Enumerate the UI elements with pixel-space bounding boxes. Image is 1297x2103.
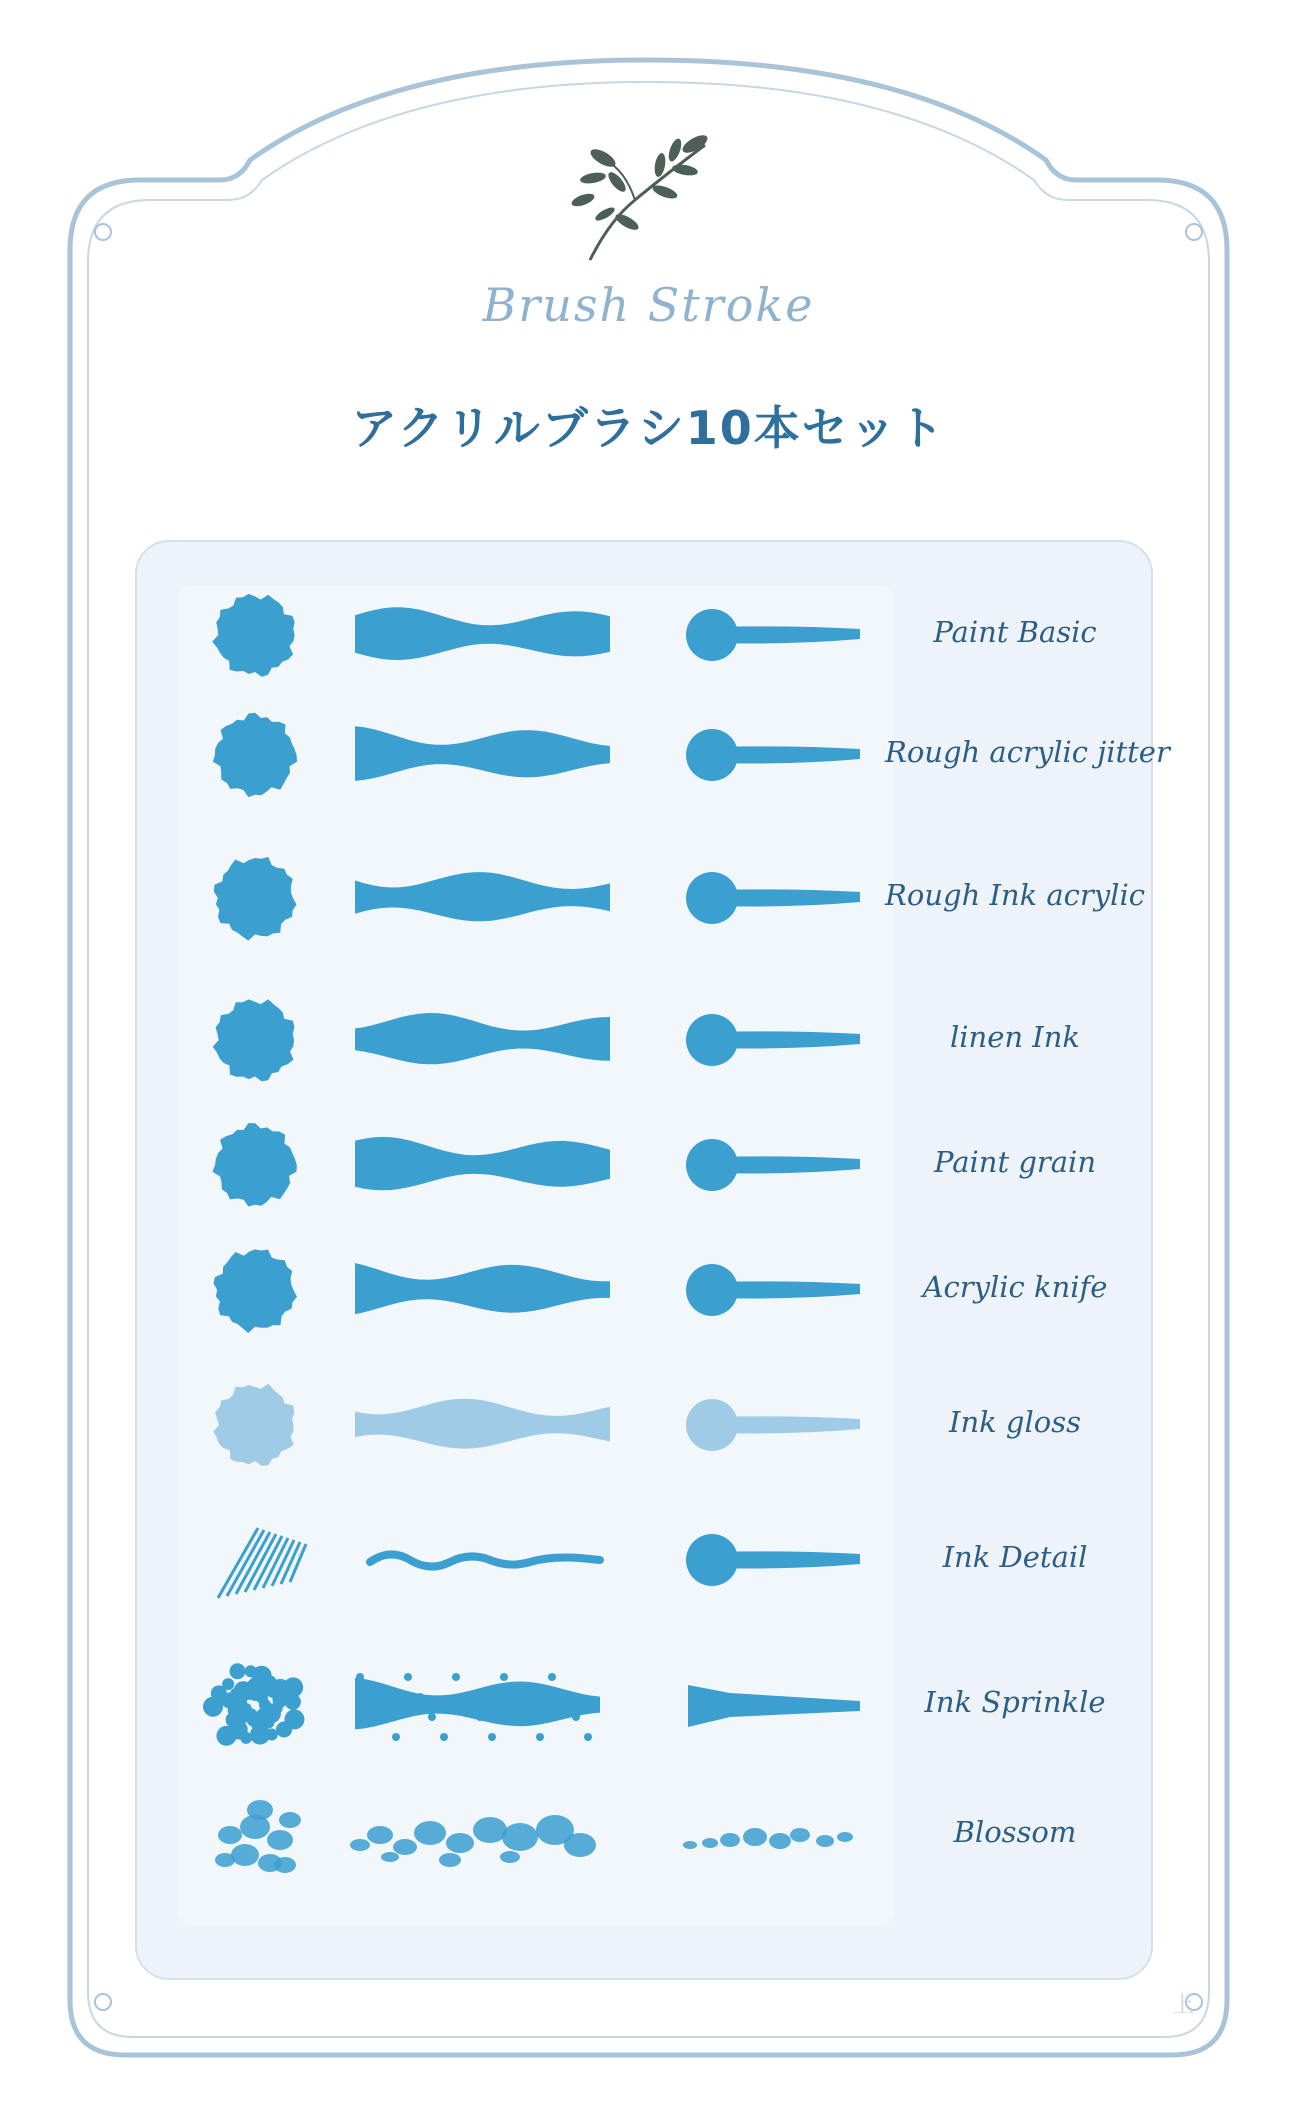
corner-mark: 上 [1172,1993,1195,2018]
brush-dab-sample [200,1510,310,1610]
brush-taper-sample [670,1785,870,1885]
brush-dab-sample [200,1115,310,1215]
leaf-sprig-icon [565,130,715,270]
brush-name: Ink gloss [949,1405,1081,1439]
brush-row [0,1655,1297,1755]
brush-name: Rough acrylic jitter [885,735,1170,769]
brush-taper-sample [670,1115,870,1215]
brush-row [0,585,1297,685]
brush-dab-sample [200,705,310,805]
brush-name: Paint grain [934,1145,1096,1179]
brush-name: Acrylic knife [922,1270,1108,1304]
brush-stroke-sample [330,1115,630,1215]
brush-taper-sample [670,705,870,805]
brush-stroke-sample [330,1655,630,1755]
brush-stroke-sample [330,1375,630,1475]
brush-stroke-sample [330,848,630,948]
brush-stroke-sample [330,990,630,1090]
brush-row [0,1510,1297,1610]
script-subtitle: Brush Stroke [482,278,815,332]
brush-taper-sample [670,1655,870,1755]
brush-stroke-sample [330,1510,630,1610]
brush-dab-sample [200,1785,310,1885]
brush-stroke-sample [330,1240,630,1340]
brush-row [0,1785,1297,1885]
brush-taper-sample [670,848,870,948]
brush-taper-sample [670,990,870,1090]
brush-name: Ink Sprinkle [924,1685,1106,1719]
brush-name: linen Ink [950,1020,1080,1054]
brush-name: Blossom [953,1815,1077,1849]
brush-row [0,1240,1297,1340]
brush-stroke-sample [330,705,630,805]
brush-taper-sample [670,585,870,685]
brush-taper-sample [670,1375,870,1475]
brush-taper-sample [670,1510,870,1610]
brush-taper-sample [670,1240,870,1340]
brush-row [0,1115,1297,1215]
brush-name: Rough Ink acrylic [885,878,1145,912]
brush-row [0,705,1297,805]
brush-dab-sample [200,848,310,948]
brush-row [0,1375,1297,1475]
brush-row [0,990,1297,1090]
brush-dab-sample [200,1240,310,1340]
page-title: アクリルブラシ10本セット [351,401,946,455]
brush-row [0,848,1297,948]
brush-name: Paint Basic [933,615,1097,649]
brush-name: Ink Detail [942,1540,1088,1574]
brush-dab-sample [200,1655,310,1755]
brush-dab-sample [200,1375,310,1475]
brush-stroke-sample [330,1785,630,1885]
brush-dab-sample [200,990,310,1090]
brush-stroke-sample [330,585,630,685]
brush-dab-sample [200,585,310,685]
